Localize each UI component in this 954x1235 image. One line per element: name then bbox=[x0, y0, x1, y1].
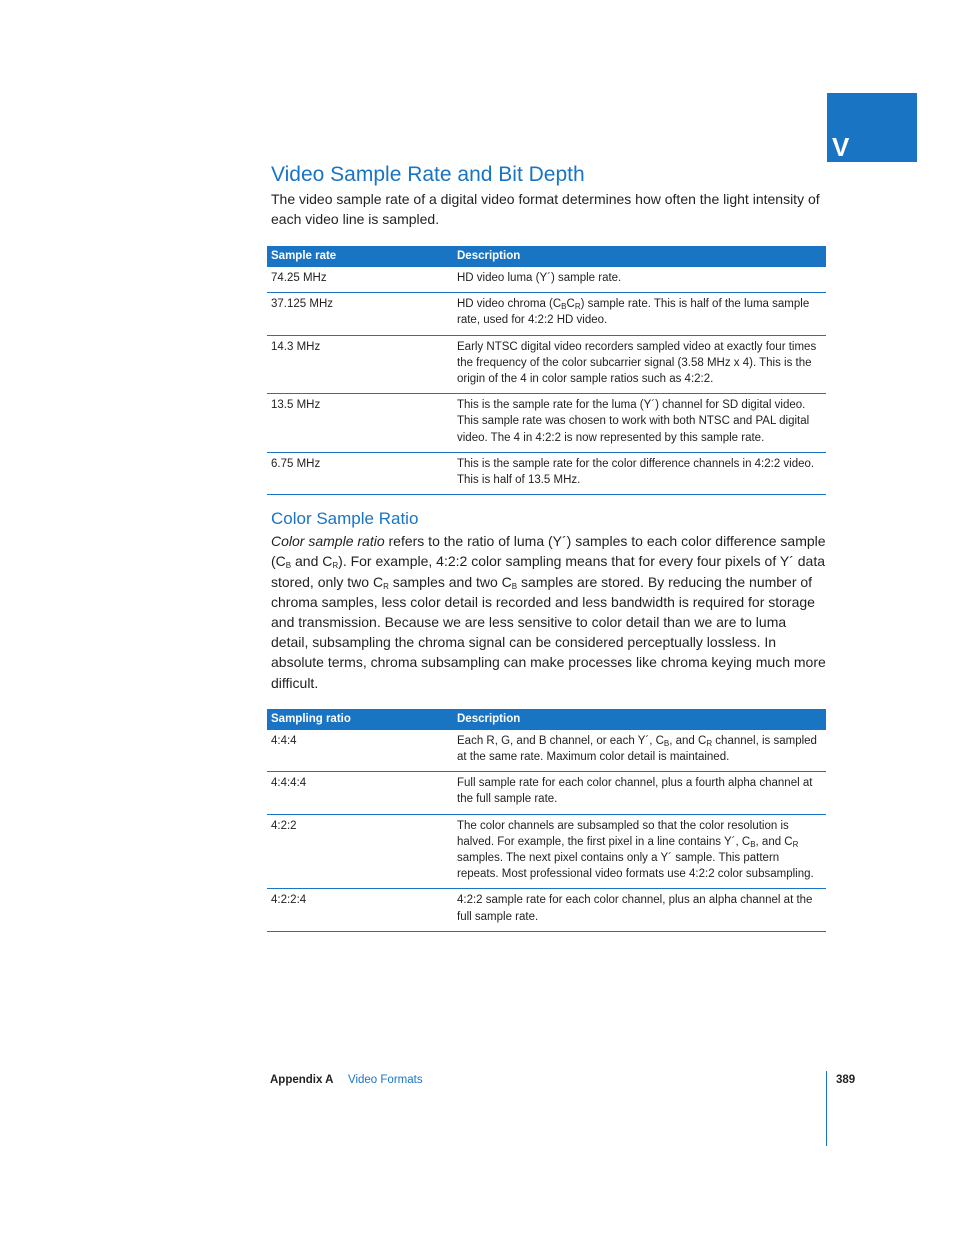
page-number: 389 bbox=[836, 1074, 856, 1086]
table-cell: 13.5 MHz bbox=[267, 394, 453, 453]
sampling-ratio-table bbox=[267, 709, 826, 932]
footer-divider bbox=[826, 1071, 827, 1146]
table-cell bbox=[453, 293, 826, 335]
subscript: B bbox=[285, 561, 292, 571]
text-run: Each R, G, and B channel, or each Y´, C bbox=[457, 734, 664, 747]
text-run: , and C bbox=[755, 835, 793, 848]
chapter-tab bbox=[827, 93, 917, 162]
table-header-cell: Description bbox=[453, 709, 826, 730]
text-run: ) sample rate. This is half of the luma sample rate, used for 4:2:2 HD video. bbox=[457, 298, 810, 327]
page-content bbox=[271, 160, 827, 932]
table-cell: 4:2:2:4 bbox=[267, 889, 453, 931]
text-run: and C bbox=[291, 553, 333, 570]
table-row bbox=[267, 293, 826, 335]
table-cell: Early NTSC digital video recorders sampled video at exactly four times the frequency of the color subcarrier signal (3.58 MHz x 4). This is the origin of the 4 in color sample ratios such as 4:2:2. bbox=[453, 335, 826, 394]
table-header-cell: Sampling ratio bbox=[267, 709, 453, 730]
text-run: channel, is sampled at the same rate. Maximum color detail is maintained. bbox=[457, 734, 817, 763]
subscript: R bbox=[792, 839, 799, 849]
table-header-row bbox=[267, 246, 826, 267]
subscript: B bbox=[561, 302, 567, 312]
table-cell bbox=[453, 730, 826, 772]
table-row bbox=[267, 772, 826, 814]
text-run: The color channels are subsampled so that the color resolution is halved. For example, the first pixel in a line contains Y´, C bbox=[457, 819, 789, 848]
table-cell: 4:4:4 bbox=[267, 730, 453, 772]
text-run: samples and two C bbox=[388, 573, 512, 590]
table-row bbox=[267, 889, 826, 931]
table-cell: 37.125 MHz bbox=[267, 293, 453, 335]
table-row bbox=[267, 267, 826, 293]
table-row bbox=[267, 814, 826, 889]
table-header-row bbox=[267, 709, 826, 730]
text-run: samples are stored. By reducing the number of chroma samples, less color detail is recorded and less bandwidth is required for storage and transmission. Because we are less sensitive to color detail than we are to luma detail, subsampling the chroma signal can be considered perceptually lossless. In absolute terms, chroma subsampling can make processes like chroma keying much more difficult. bbox=[271, 573, 826, 691]
table-row bbox=[267, 335, 826, 394]
table-cell: 4:2:2 bbox=[267, 814, 453, 889]
footer-chapter-title: Video Formats bbox=[348, 1074, 423, 1086]
table-cell: 6.75 MHz bbox=[267, 452, 453, 494]
table-row bbox=[267, 730, 826, 772]
subscript: R bbox=[383, 581, 389, 591]
section-title-sample-rate: Video Sample Rate and Bit Depth bbox=[271, 163, 585, 186]
subscript: R bbox=[706, 738, 713, 748]
subscript: B bbox=[750, 839, 756, 849]
table-header-cell: Sample rate bbox=[267, 246, 453, 267]
intro-paragraph: The video sample rate of a digital video format determines how often the light intensity of each video line is sampled. bbox=[271, 190, 820, 227]
table-cell: HD video luma (Y´) sample rate. bbox=[453, 267, 826, 293]
table-row bbox=[267, 452, 826, 494]
table-cell: 14.3 MHz bbox=[267, 335, 453, 394]
text-run: HD video chroma (C bbox=[457, 298, 562, 311]
table-cell bbox=[453, 814, 826, 889]
subscript: B bbox=[663, 738, 670, 748]
text-run: ). For example, 4:2:2 color sampling means that for every four pixels of Y´ data stored, only two C bbox=[271, 553, 826, 590]
subscript: B bbox=[511, 581, 518, 591]
text-run: samples. The next pixel contains only a Y´ sample. This pattern repeats. Most professional video formats use 4:2:2 color subsampling. bbox=[457, 851, 814, 881]
table-header-cell: Description bbox=[453, 246, 826, 267]
section-title-color-sample-ratio: Color Sample Ratio bbox=[271, 509, 419, 529]
text-run: C bbox=[566, 298, 575, 311]
sample-rate-table bbox=[267, 246, 826, 495]
table-cell: 4:2:2 sample rate for each color channel, plus an alpha channel at the full sample rate. bbox=[453, 889, 826, 931]
subscript: R bbox=[574, 302, 581, 312]
table-cell: Full sample rate for each color channel, plus a fourth alpha channel at the full sample rate. bbox=[453, 772, 826, 814]
table-cell: 4:4:4:4 bbox=[267, 772, 453, 814]
subscript: R bbox=[332, 561, 339, 571]
chapter-tab-letter: V bbox=[832, 132, 850, 162]
defined-term: Color sample ratio bbox=[271, 533, 385, 550]
table-cell: This is the sample rate for the luma (Y´) channel for SD digital video. This sample rate was chosen to work with both NTSC and PAL digital video. The 4 in 4:2:2 is now represented by this sample rate. bbox=[453, 394, 826, 453]
text-run: , and C bbox=[669, 734, 707, 747]
color-ratio-paragraph bbox=[271, 531, 827, 693]
table-cell: 74.25 MHz bbox=[267, 267, 453, 293]
table-cell: This is the sample rate for the color difference channels in 4:2:2 video. This is half of 13.5 MHz. bbox=[453, 452, 826, 494]
text-run: refers to the ratio of luma (Y´) samples to each color difference sample (C bbox=[271, 533, 826, 570]
footer-appendix: Appendix A bbox=[270, 1074, 334, 1086]
table-row bbox=[267, 394, 826, 453]
